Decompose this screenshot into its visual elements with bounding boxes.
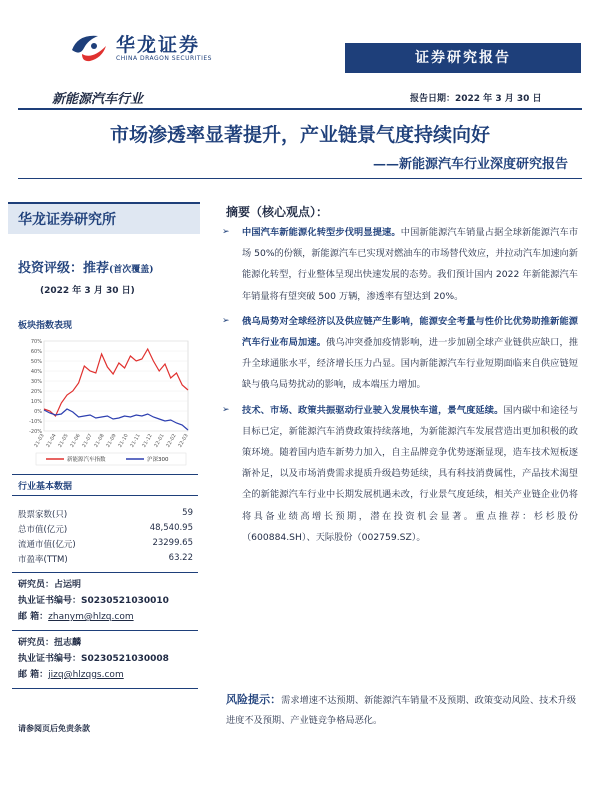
x-tick-label: 21-10 — [117, 433, 130, 449]
header-divider — [18, 108, 582, 110]
chart-plot-frame — [44, 341, 188, 431]
x-tick-label: 22-01 — [153, 433, 166, 449]
y-tick-label: 50% — [30, 359, 42, 365]
authors-divider — [12, 572, 198, 573]
company-name: 华龙证券 — [116, 34, 201, 56]
x-tick-label: 21-11 — [129, 433, 142, 449]
y-tick-label: -20% — [29, 429, 42, 435]
bullet-text: 中国新能源汽车销量占据全球新能源汽车市场 50%的份额，新能源汽车已实现对燃油车的市场替代效应，并拉动汽车加速向新能源化转型，行业整体呈现出快速发展的态势。我们预计国内 2022 年新能源汽车年销量将有望突破 500 万辆，渗透率有望达到 20%。 — [242, 227, 579, 302]
rating-date: (2022 年 3 月 30 日) — [40, 286, 135, 296]
stats-row — [18, 538, 193, 553]
y-tick-label: 10% — [30, 399, 42, 405]
researcher-name: 研究员：扭志麟 — [18, 638, 82, 648]
industry-stats-table — [18, 508, 193, 568]
bullet-arrow-icon: ➢ — [222, 404, 230, 415]
risk-text: 需求增速不达预期、新能源汽车销量不及预期、政策变动风险、技术升级进度不及预期、产业链竞争格局恶化。 — [226, 695, 577, 726]
summary-bullet — [222, 311, 578, 396]
risk-label: 风险提示： — [226, 693, 282, 706]
y-tick-label: 30% — [30, 379, 42, 385]
y-tick-label: 60% — [30, 349, 42, 355]
author-divider — [12, 630, 198, 631]
report-type-label: 证券研究报告 — [415, 50, 511, 66]
bullet-lead: 中国汽车新能源化转型步伐明显提速。 — [242, 227, 401, 238]
bullet-arrow-icon: ➢ — [222, 315, 230, 326]
stats-value: 23299.65 — [152, 538, 193, 548]
chart-divider — [12, 474, 198, 475]
chart-series-line — [44, 409, 188, 430]
y-tick-label: 40% — [30, 369, 42, 375]
x-tick-label: 22-02 — [165, 433, 178, 449]
sidebar-bottom-divider — [12, 688, 198, 689]
bullet-text: 国内碳中和途径与目标已定，新能源汽车消费政策持续落地，为新能源汽车发展营造出更加积极的政策环境。随着国内造车新势力加入，自主品牌竞争优势逐渐显现，造车技术短板逐渐补足，以及市场消费需求提质升级趋势延续，具有科技消费属性，产品技术渴望全的新能源汽车行业中长期发展机遇未改，行业景气度延续，相关产业链企业仍将将具备业绩高增长预期，潜在投资机会显著。重点推荐：杉杉股份（600884.SH）、天际股份（002759.SZ）。 — [242, 404, 579, 543]
x-tick-label: 21-06 — [69, 433, 82, 449]
author-block — [18, 577, 169, 625]
email-label: 邮 箱： — [18, 612, 49, 622]
stats-label: 总市值(亿元) — [18, 525, 68, 535]
summary-title: 摘要（核心观点）： — [226, 205, 329, 219]
x-tick-label: 21-04 — [45, 433, 58, 449]
report-title: 市场渗透率显著提升，产业链景气度持续向好 — [109, 124, 490, 146]
x-tick-label: 21-12 — [141, 433, 154, 449]
summary-bullet — [222, 222, 578, 307]
author-block — [18, 635, 169, 683]
title-divider — [18, 178, 582, 179]
y-tick-label: 70% — [30, 339, 42, 345]
x-tick-label: 21-08 — [93, 433, 106, 449]
x-tick-label: 22-03 — [177, 433, 190, 449]
email-label: 邮 箱： — [18, 670, 49, 680]
stats-label: 流通市值(亿元) — [18, 540, 76, 550]
y-tick-label: 20% — [30, 389, 42, 395]
chart-series-line — [44, 349, 188, 416]
investment-rating — [18, 257, 154, 276]
bullet-lead: 俄乌局势对全球经济以及供应链产生影响，能源安全考量与性价比优势助推新能源汽车行业布局加速。 — [242, 315, 578, 349]
stats-row — [18, 523, 193, 538]
index-performance-chart — [16, 335, 196, 470]
stats-row — [18, 508, 193, 523]
stats-value: 63.22 — [168, 553, 193, 563]
industry-label: 新能源汽车行业 — [52, 92, 144, 107]
stats-value: 59 — [182, 508, 193, 518]
stats-label: 市盈率(TTM) — [18, 555, 68, 565]
index-performance-title: 板块指数表现 — [18, 321, 73, 331]
y-tick-label: 0% — [34, 409, 42, 415]
author-email-link[interactable]: zhanym@hlzq.com — [48, 612, 134, 622]
rating-label: 投资评级：推荐 — [18, 261, 110, 276]
stats-value: 48,540.95 — [149, 523, 193, 533]
x-tick-label: 21-05 — [57, 433, 70, 449]
rating-note: (首次覆盖) — [109, 265, 154, 275]
company-logo-icon — [68, 30, 110, 64]
disclaimer-note: 请参阅页后免责条款 — [18, 724, 90, 733]
stats-row — [18, 553, 193, 568]
risk-warning — [226, 690, 576, 731]
bullet-lead: 技术、市场、政策共振驱动行业驶入发展快车道，景气度延续。 — [242, 404, 504, 416]
stats-label: 股票家数(只) — [18, 510, 68, 520]
industry-stats-title: 行业基本数据 — [18, 482, 73, 492]
legend-label: 新能源汽车指数 — [67, 457, 106, 463]
institute-name: 华龙证券研究所 — [18, 212, 116, 228]
x-tick-label: 21-07 — [81, 433, 94, 449]
y-tick-label: -10% — [29, 419, 42, 425]
x-tick-label: 21-09 — [105, 433, 118, 449]
certificate-number: 执业证书编号：S0230521030008 — [18, 654, 169, 664]
certificate-number: 执业证书编号：S0230521030010 — [18, 596, 169, 606]
author-email-link[interactable]: jizq@hlzqgs.com — [48, 670, 124, 680]
report-date: 报告日期：2022 年 3 月 30 日 — [410, 94, 542, 104]
company-name-en: CHINA DRAGON SECURITIES — [116, 55, 212, 62]
legend-label: 沪深300 — [147, 457, 169, 463]
bullet-arrow-icon: ➢ — [222, 227, 230, 237]
bullet-text: 俄乌冲突叠加疫情影响，进一步加剧全球产业链供应缺口，推升全球通胀水平，经济增长压力凸显。国内新能源汽车行业短期面临来自供应链短缺与俄乌局势扰动的影响，成本端压力增加。 — [242, 337, 579, 391]
summary-bullet — [222, 400, 578, 548]
report-subtitle: ——新能源汽车行业深度研究报告 — [372, 157, 568, 172]
summary-bullets — [222, 222, 578, 552]
x-tick-label: 21-03 — [33, 433, 46, 449]
stats-divider — [12, 495, 198, 496]
researcher-name: 研究员：占运明 — [18, 580, 82, 590]
